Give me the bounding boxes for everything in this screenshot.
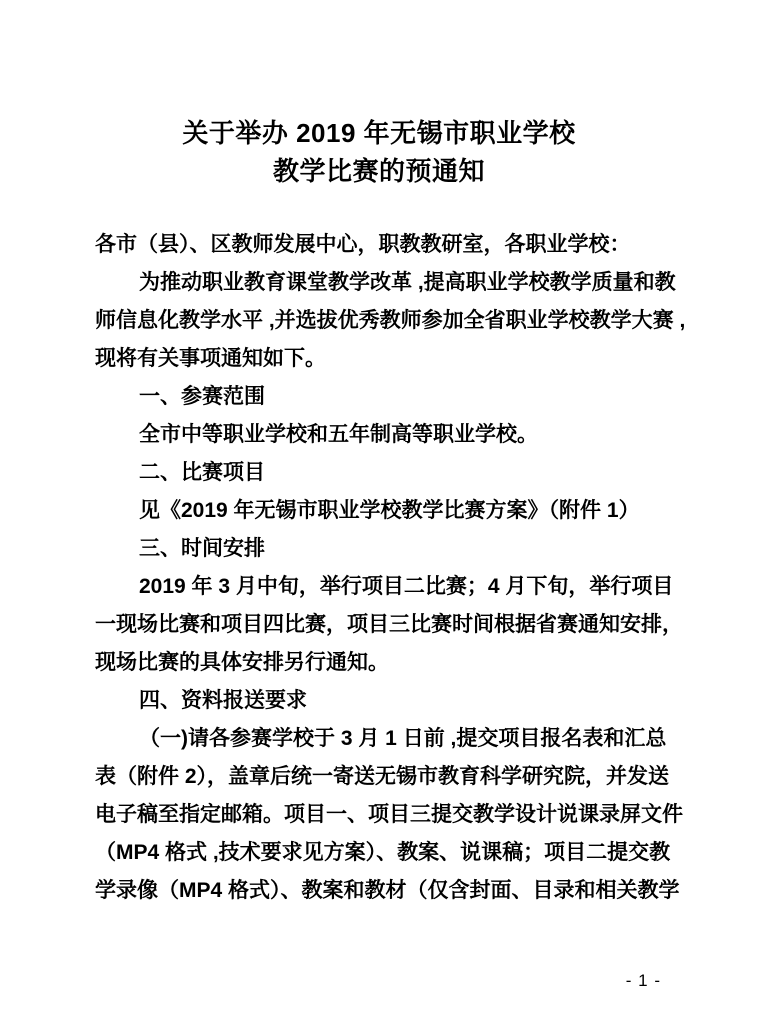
section-heading: 三、时间安排: [139, 537, 265, 560]
text-line: 现场比赛的具体安排另行通知。: [95, 651, 389, 674]
salutation-line: 各市（县）、区教师发展中心，职教教研室，各职业学校：: [95, 233, 631, 256]
document-title-line-2: 教学比赛的预通知: [272, 156, 485, 186]
section-heading: 四、资料报送要求: [139, 689, 307, 712]
text-line: 一现场比赛和项目四比赛，项目三比赛时间根据省赛通知安排，: [95, 613, 683, 636]
text-line: 学录像（MP4 格式）、教案和教材（仅含封面、目录和相关教学: [95, 879, 680, 902]
document-body: [0, 226, 758, 910]
text-line: 现将有关事项通知如下。: [95, 347, 326, 370]
text-line: 表（附件 2），盖章后统一寄送无锡市教育科学研究院，并发送: [95, 765, 670, 788]
text-line: 全市中等职业学校和五年制高等职业学校。: [139, 423, 538, 446]
section-heading: 一、参赛范围: [139, 385, 265, 408]
page-number: - 1 -: [625, 971, 661, 990]
text-line: 见《2019 年无锡市职业学校教学比赛方案》（附件 1）: [139, 499, 640, 522]
section-heading: 二、比赛项目: [139, 461, 265, 484]
document-title: [0, 114, 758, 190]
text-line: 师信息化教学水平 ,并选拔优秀教师参加全省职业学校教学大赛 ,: [95, 309, 686, 332]
text-line: 电子稿至指定邮箱。项目一、项目三提交教学设计说课录屏文件: [95, 803, 683, 826]
text-line: （MP4 格式 ,技术要求见方案）、教案、说课稿；项目二提交教: [95, 841, 671, 864]
text-line: （一)请各参赛学校于 3 月 1 日前 ,提交项目报名表和汇总: [139, 727, 667, 750]
text-line: 2019 年 3 月中旬，举行项目二比赛；4 月下旬，举行项目: [139, 575, 674, 598]
document-title-line-1: 关于举办 2019 年无锡市职业学校: [182, 118, 576, 148]
text-line: 为推动职业教育课堂教学改革 ,提高职业学校教学质量和教: [139, 271, 676, 294]
